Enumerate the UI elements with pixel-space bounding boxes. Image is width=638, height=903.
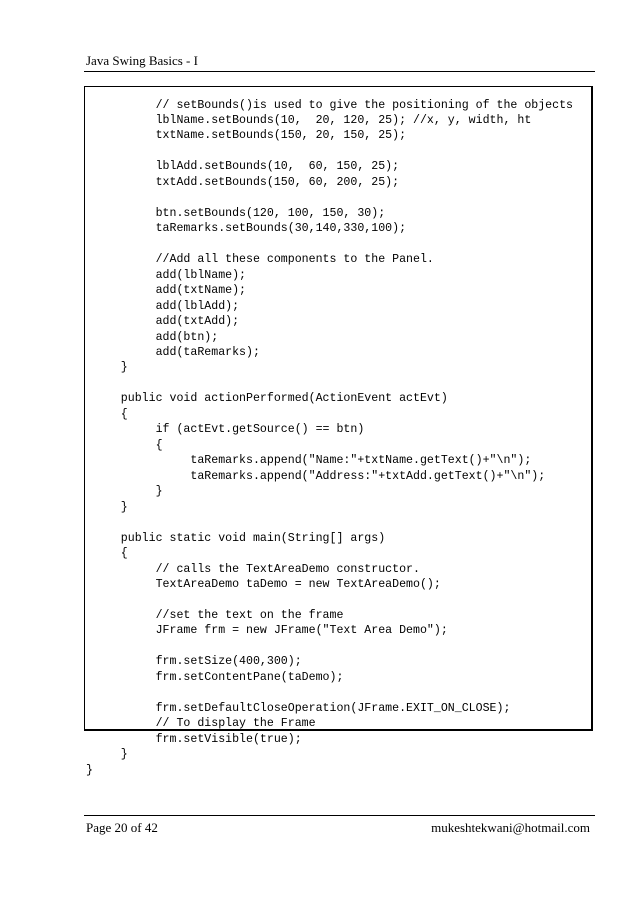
code-line: lblAdd.setBounds(10, 60, 150, 25); (86, 160, 400, 174)
code-line: { (86, 407, 128, 421)
code-line: { (86, 547, 128, 561)
code-line: frm.setContentPane(taDemo); (86, 670, 344, 684)
code-line: txtName.setBounds(150, 20, 150, 25); (86, 129, 407, 143)
code-line: } (86, 763, 93, 777)
code-line: add(txtAdd); (86, 315, 240, 329)
code-line: } (86, 361, 128, 375)
code-line (86, 144, 573, 159)
header-divider (84, 71, 595, 72)
code-line: add(taRemarks); (86, 346, 260, 359)
code-line: } (86, 485, 163, 499)
footer-divider (84, 815, 595, 816)
code-line: //set the text on the frame (86, 608, 344, 622)
page-header-title: Java Swing Basics - I (86, 53, 198, 68)
code-line: public static void main(String[] args) (86, 531, 386, 545)
code-line (86, 237, 573, 252)
code-line: frm.setVisible(true); (86, 732, 302, 746)
code-line: TextAreaDemo taDemo = new TextAreaDemo(); (86, 578, 441, 592)
code-line: { (86, 438, 163, 452)
code-line (86, 593, 573, 608)
code-line: txtAdd.setBounds(150, 60, 200, 25); (86, 175, 400, 189)
code-line: //Add all these components to the Panel. (86, 253, 434, 267)
page-number: Page 20 of 42 (86, 820, 158, 835)
code-line (86, 376, 573, 391)
code-line: add(lblName); (86, 268, 247, 282)
code-line (86, 515, 573, 530)
code-line (86, 639, 573, 654)
code-line: taRemarks.append("Address:"+txtAdd.getText()+"\n"); (86, 469, 546, 483)
code-line: lblName.setBounds(10, 20, 120, 25); //x, y, width, ht (86, 113, 532, 127)
code-line: // setBounds()is used to give the positioning of the objects (86, 98, 574, 112)
code-line (86, 190, 573, 205)
code-line: btn.setBounds(120, 100, 150, 30); (86, 206, 386, 220)
code-line: frm.setDefaultCloseOperation(JFrame.EXIT_ON_CLOSE); (86, 701, 511, 715)
code-line: } (86, 500, 128, 514)
code-line: // calls the TextAreaDemo constructor. (86, 562, 420, 576)
code-line: // To display the Frame (86, 717, 316, 731)
code-line: public void actionPerformed(ActionEvent actEvt) (86, 392, 448, 406)
code-line: JFrame frm = new JFrame("Text Area Demo"); (86, 624, 448, 638)
author-email: mukeshtekwani@hotmail.com (431, 820, 590, 835)
code-line (86, 685, 573, 700)
code-line: add(lblAdd); (86, 299, 240, 313)
code-line: taRemarks.setBounds(30,140,330,100); (86, 222, 407, 236)
code-line: if (actEvt.getSource() == btn) (86, 423, 365, 437)
code-listing (86, 98, 573, 779)
code-line: taRemarks.append("Name:"+txtName.getText()+"\n"); (86, 454, 532, 468)
code-line: frm.setSize(400,300); (86, 655, 302, 669)
code-line: add(txtName); (86, 284, 247, 298)
code-line: add(btn); (86, 330, 219, 344)
code-line: } (86, 748, 128, 762)
